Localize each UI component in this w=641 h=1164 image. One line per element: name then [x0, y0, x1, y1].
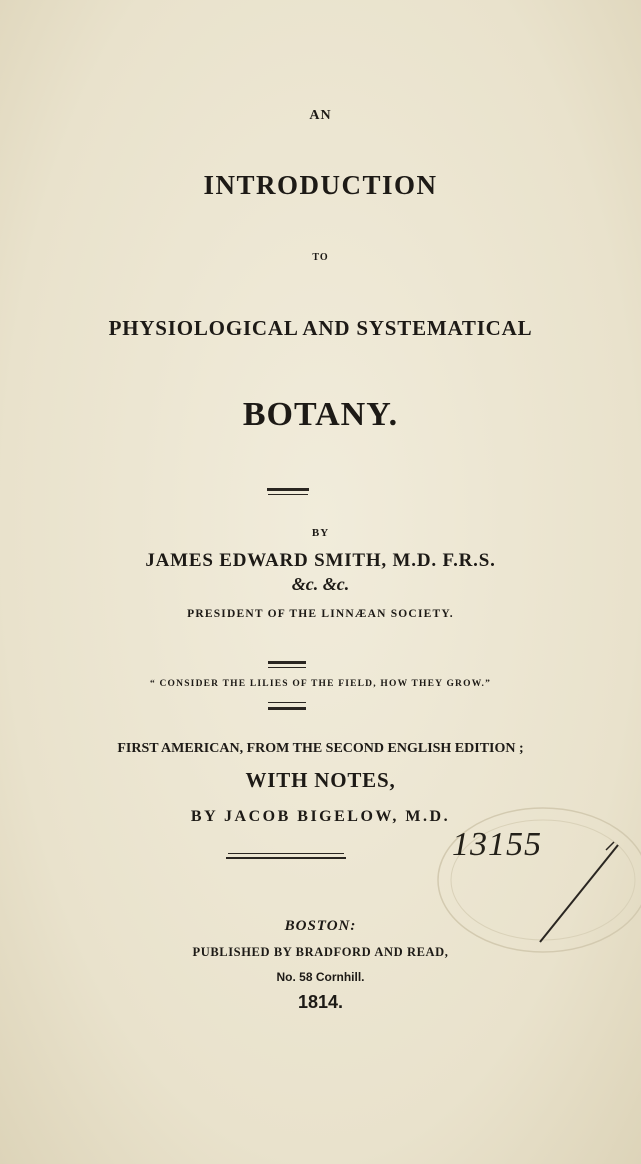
by-label: BY	[311, 527, 330, 539]
title-botany: BOTANY.	[242, 396, 399, 433]
title-main: INTRODUCTION	[203, 170, 438, 200]
epigraph: “ CONSIDER THE LILIES OF THE FIELD, HOW THEY GROW.”	[149, 679, 492, 689]
author-name: JAMES EDWARD SMITH, M.D. F.R.S.	[145, 550, 496, 571]
imprint-year: 1814.	[297, 992, 344, 1012]
edition-statement: FIRST AMERICAN, FROM THE SECOND ENGLISH EDITION ;	[117, 741, 524, 756]
author-position: PRESIDENT OF THE LINNÆAN SOCIETY.	[187, 608, 454, 620]
rule-above-motto	[268, 661, 306, 664]
with-notes: WITH NOTES,	[245, 768, 396, 792]
imprint-address: No. 58 Cornhill.	[276, 970, 365, 984]
rule-above-motto-thin	[268, 667, 306, 668]
title-subject: PHYSIOLOGICAL AND SYSTEMATICAL	[108, 316, 533, 340]
rule-below-motto	[268, 707, 306, 710]
imprint-rule	[226, 857, 346, 859]
title-article: AN	[309, 108, 332, 123]
imprint-city: BOSTON:	[284, 918, 357, 934]
title-to: TO	[312, 252, 329, 263]
imprint-rule-thin	[228, 853, 344, 854]
author-etc: &c. &c.	[291, 574, 350, 594]
library-number: 13155	[452, 826, 542, 863]
double-rule-top-thin	[268, 494, 308, 495]
editor-name: BY JACOB BIGELOW, M.D.	[190, 808, 451, 825]
rule-below-motto-thin	[268, 702, 306, 703]
library-stamp-icon	[418, 790, 641, 970]
imprint-publisher: PUBLISHED BY BRADFORD AND READ,	[192, 945, 449, 959]
double-rule-top	[267, 488, 309, 491]
